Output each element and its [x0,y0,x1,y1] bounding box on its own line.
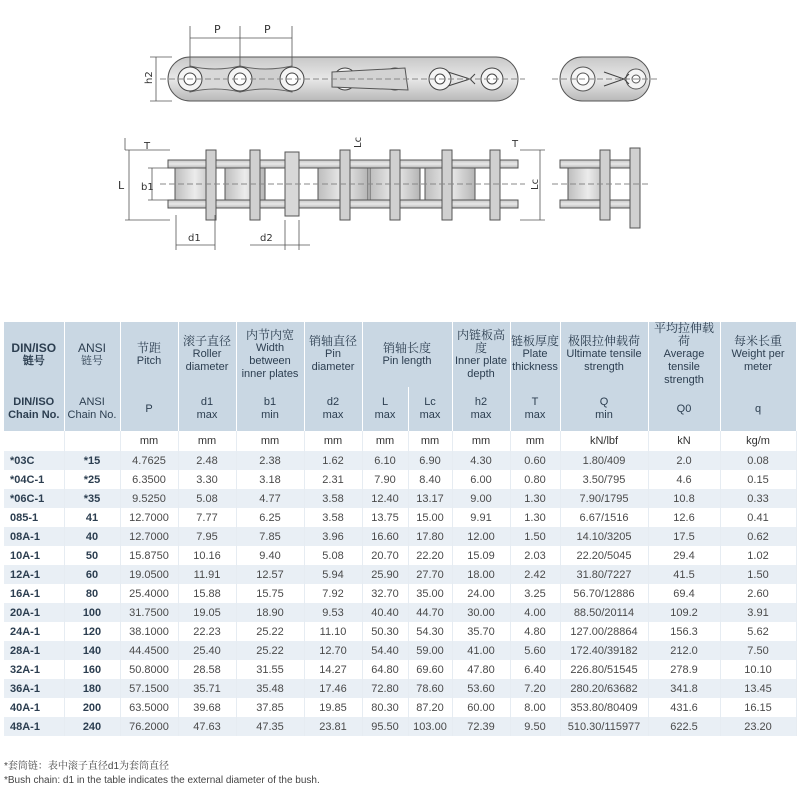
cell-pin-length-lc: 35.00 [408,584,452,603]
cell-average-tensile: 4.6 [648,470,720,489]
table-row [4,584,796,603]
cell-din-chain-no: 28A-1 [4,641,64,660]
pitch-label: P [264,23,271,36]
cell-din-chain-no: *06C-1 [4,489,64,508]
cell-pin-diameter: 3.58 [304,508,362,527]
cell-ultimate-tensile: 56.70/12886 [560,584,648,603]
cell-pitch: 76.2000 [120,717,178,736]
table-row [4,660,796,679]
cell-ansi-chain-no: 200 [64,698,120,717]
unit-cell: mm [510,431,560,451]
cell-inner-width: 35.48 [236,679,304,698]
lc-label: Lc [530,178,541,190]
table-row [4,489,796,508]
cell-din-chain-no: *04C-1 [4,470,64,489]
cell-ansi-chain-no: 41 [64,508,120,527]
cell-ultimate-tensile: 127.00/28864 [560,622,648,641]
unit-cell: kN [648,431,720,451]
cell-ultimate-tensile: 14.10/3205 [560,527,648,546]
cell-weight-per-meter: 16.15 [720,698,796,717]
chain-top-view [160,57,525,101]
cell-pitch: 50.8000 [120,660,178,679]
symbol-q-weight: q [720,387,796,431]
cell-inner-width: 4.77 [236,489,304,508]
cell-roller-diameter: 2.48 [178,451,236,470]
cell-weight-per-meter: 7.50 [720,641,796,660]
cell-pitch: 31.7500 [120,603,178,622]
cell-plate-thickness: 2.03 [510,546,560,565]
cell-plate-thickness: 1.30 [510,508,560,527]
cell-average-tensile: 41.5 [648,565,720,584]
t-label: T [512,139,519,150]
lc-label: Lc [353,136,364,148]
cell-inner-plate-depth: 60.00 [452,698,510,717]
unit-cell: mm [362,431,408,451]
col-ansi-header: ANSI 链号 [64,322,120,387]
cell-ultimate-tensile: 510.30/115977 [560,717,648,736]
cell-ansi-chain-no: *35 [64,489,120,508]
unit-cell: mm [236,431,304,451]
table-row [4,698,796,717]
cell-inner-plate-depth: 24.00 [452,584,510,603]
cell-pitch: 6.3500 [120,470,178,489]
cell-inner-plate-depth: 41.00 [452,641,510,660]
cell-ansi-chain-no: 40 [64,527,120,546]
cell-inner-width: 6.25 [236,508,304,527]
cell-weight-per-meter: 2.60 [720,584,796,603]
cell-inner-width: 47.35 [236,717,304,736]
cell-roller-diameter: 15.88 [178,584,236,603]
col-din-chain-no: DIN/ISO Chain No. [4,387,64,431]
cell-roller-diameter: 35.71 [178,679,236,698]
table-row [4,565,796,584]
cell-plate-thickness: 8.00 [510,698,560,717]
chain-side-view [160,150,525,220]
cell-average-tensile: 17.5 [648,527,720,546]
cell-ultimate-tensile: 3.50/795 [560,470,648,489]
cell-weight-per-meter: 3.91 [720,603,796,622]
cell-ansi-chain-no: 80 [64,584,120,603]
cell-ansi-chain-no: 100 [64,603,120,622]
cell-pin-length-l: 12.40 [362,489,408,508]
table-row [4,451,796,470]
col-inner-width-header: 内节内宽 Width between inner plates [236,322,304,387]
cell-pitch: 38.1000 [120,622,178,641]
symbol-q0: Q0 [648,387,720,431]
cell-inner-width: 2.38 [236,451,304,470]
cell-weight-per-meter: 0.41 [720,508,796,527]
col-pin-diameter-header: 销轴直径 Pin diameter [304,322,362,387]
col-pitch-header: 节距 Pitch [120,322,178,387]
cell-pin-diameter: 17.46 [304,679,362,698]
cell-average-tensile: 10.8 [648,489,720,508]
cell-pin-length-l: 32.70 [362,584,408,603]
cell-pin-length-l: 64.80 [362,660,408,679]
cell-ansi-chain-no: *15 [64,451,120,470]
footnote-en-text: d1 in the table indicates the external diameter of the bush. [60,775,320,786]
cell-din-chain-no: *03C [4,451,64,470]
col-inner-plate-depth-header: 内链板高度 Inner plate depth [452,322,510,387]
cell-average-tensile: 109.2 [648,603,720,622]
cell-inner-width: 18.90 [236,603,304,622]
cell-din-chain-no: 20A-1 [4,603,64,622]
t-label: T [144,141,151,152]
cell-ultimate-tensile: 88.50/20114 [560,603,648,622]
cell-inner-plate-depth: 35.70 [452,622,510,641]
cell-roller-diameter: 7.95 [178,527,236,546]
cell-pin-length-lc: 87.20 [408,698,452,717]
cell-pin-diameter: 3.58 [304,489,362,508]
symbol-lc: Lc max [408,387,452,431]
cell-plate-thickness: 0.80 [510,470,560,489]
cell-ansi-chain-no: 50 [64,546,120,565]
cell-pin-length-lc: 69.60 [408,660,452,679]
cell-pin-length-l: 13.75 [362,508,408,527]
cell-ansi-chain-no: 180 [64,679,120,698]
cell-pin-length-l: 95.50 [362,717,408,736]
col-weight-header: 每米长重 Weight per meter [720,322,796,387]
cell-pin-length-lc: 27.70 [408,565,452,584]
cell-pin-length-lc: 8.40 [408,470,452,489]
cell-din-chain-no: 36A-1 [4,679,64,698]
cell-pin-length-l: 16.60 [362,527,408,546]
cell-pin-length-lc: 54.30 [408,622,452,641]
unit-cell: kN/lbf [560,431,648,451]
cell-pin-length-l: 7.90 [362,470,408,489]
cell-inner-plate-depth: 9.00 [452,489,510,508]
cell-din-chain-no: 48A-1 [4,717,64,736]
cell-pin-length-lc: 78.60 [408,679,452,698]
cell-pin-length-l: 6.10 [362,451,408,470]
cell-din-chain-no: 12A-1 [4,565,64,584]
symbol-p: P [120,387,178,431]
cell-ultimate-tensile: 7.90/1795 [560,489,648,508]
cell-roller-diameter: 19.05 [178,603,236,622]
cell-pitch: 19.0500 [120,565,178,584]
cell-ultimate-tensile: 280.20/63682 [560,679,648,698]
symbol-t: T max [510,387,560,431]
cell-weight-per-meter: 0.08 [720,451,796,470]
symbol-h2: h2 max [452,387,510,431]
unit-cell: mm [120,431,178,451]
cell-plate-thickness: 1.30 [510,489,560,508]
cell-pin-length-l: 25.90 [362,565,408,584]
table-row [4,622,796,641]
cell-pin-length-l: 80.30 [362,698,408,717]
col-pin-length-header: 销轴长度 Pin length [362,322,452,387]
cell-pin-diameter: 5.94 [304,565,362,584]
cell-din-chain-no: 085-1 [4,508,64,527]
cell-pin-diameter: 19.85 [304,698,362,717]
cell-average-tensile: 29.4 [648,546,720,565]
cell-pin-diameter: 11.10 [304,622,362,641]
cell-inner-plate-depth: 30.00 [452,603,510,622]
footnote-cn: *套筒链：表中滚子直径d1为套筒直径 [4,761,170,772]
unit-cell: kg/m [720,431,796,451]
col-plate-thickness-header: 链板厚度 Plate thickness [510,322,560,387]
table-row [4,527,796,546]
cell-pin-diameter: 7.92 [304,584,362,603]
cell-average-tensile: 2.0 [648,451,720,470]
cell-roller-diameter: 11.91 [178,565,236,584]
cell-roller-diameter: 10.16 [178,546,236,565]
cell-ultimate-tensile: 226.80/51545 [560,660,648,679]
cell-plate-thickness: 7.20 [510,679,560,698]
cell-ansi-chain-no: 120 [64,622,120,641]
cell-roller-diameter: 39.68 [178,698,236,717]
cell-inner-plate-depth: 47.80 [452,660,510,679]
footnote-en-label: *Bush chain: [4,775,61,786]
cell-average-tensile: 212.0 [648,641,720,660]
chain-technical-drawing [0,0,800,320]
col-roller-diameter-header: 滚子直径 Roller diameter [178,322,236,387]
cell-weight-per-meter: 23.20 [720,717,796,736]
cell-din-chain-no: 24A-1 [4,622,64,641]
cell-plate-thickness: 4.00 [510,603,560,622]
cell-plate-thickness: 5.60 [510,641,560,660]
table-row [4,508,796,527]
cell-pin-length-l: 40.40 [362,603,408,622]
cell-din-chain-no: 40A-1 [4,698,64,717]
cell-average-tensile: 69.4 [648,584,720,603]
cell-inner-width: 9.40 [236,546,304,565]
cell-pin-length-lc: 22.20 [408,546,452,565]
cell-pin-diameter: 9.53 [304,603,362,622]
cell-pitch: 44.4500 [120,641,178,660]
cell-roller-diameter: 47.63 [178,717,236,736]
cell-weight-per-meter: 13.45 [720,679,796,698]
cell-inner-width: 12.57 [236,565,304,584]
table-row [4,679,796,698]
cell-pin-length-lc: 6.90 [408,451,452,470]
cell-average-tensile: 12.6 [648,508,720,527]
unit-cell [64,431,120,451]
cell-inner-width: 37.85 [236,698,304,717]
symbol-q: Q min [560,387,648,431]
col-average-tensile-header: 平均拉伸载荷 Average tensile strength [648,322,720,387]
unit-cell: mm [452,431,510,451]
header-row-names [4,322,796,387]
cell-average-tensile: 278.9 [648,660,720,679]
cell-inner-width: 15.75 [236,584,304,603]
cell-ansi-chain-no: 240 [64,717,120,736]
table-row [4,603,796,622]
cell-pin-length-lc: 59.00 [408,641,452,660]
units-row [4,431,796,451]
cell-roller-diameter: 25.40 [178,641,236,660]
cell-plate-thickness: 6.40 [510,660,560,679]
cell-pin-length-lc: 103.00 [408,717,452,736]
cell-din-chain-no: 08A-1 [4,527,64,546]
symbol-d1: d1 max [178,387,236,431]
cell-pin-length-lc: 15.00 [408,508,452,527]
cell-pin-length-l: 50.30 [362,622,408,641]
cell-pin-diameter: 23.81 [304,717,362,736]
unit-cell [4,431,64,451]
cell-inner-width: 25.22 [236,622,304,641]
footnote-en [4,774,794,788]
symbol-b1: b1 min [236,387,304,431]
cell-pin-diameter: 3.96 [304,527,362,546]
cell-inner-width: 7.85 [236,527,304,546]
cell-inner-plate-depth: 6.00 [452,470,510,489]
cell-ansi-chain-no: 160 [64,660,120,679]
cell-pitch: 9.5250 [120,489,178,508]
cell-weight-per-meter: 0.33 [720,489,796,508]
l-label: L [118,179,125,192]
cell-inner-width: 25.22 [236,641,304,660]
cell-ansi-chain-no: 140 [64,641,120,660]
cell-plate-thickness: 4.80 [510,622,560,641]
table-row [4,717,796,736]
end-link-side-view [552,148,650,228]
cell-inner-plate-depth: 9.91 [452,508,510,527]
cell-roller-diameter: 28.58 [178,660,236,679]
cell-weight-per-meter: 10.10 [720,660,796,679]
table-row [4,546,796,565]
cell-pin-diameter: 12.70 [304,641,362,660]
header-row-symbols [4,387,796,431]
cell-inner-width: 31.55 [236,660,304,679]
d2-label: d2 [260,233,273,244]
cell-roller-diameter: 22.23 [178,622,236,641]
cell-din-chain-no: 32A-1 [4,660,64,679]
chain-spec-table [4,322,797,736]
cell-inner-plate-depth: 15.09 [452,546,510,565]
cell-pitch: 12.7000 [120,508,178,527]
cell-pin-diameter: 5.08 [304,546,362,565]
footnotes [4,760,794,788]
col-din-header: DIN/ISO 链号 [4,322,64,387]
cell-pin-length-l: 20.70 [362,546,408,565]
cell-plate-thickness: 0.60 [510,451,560,470]
end-link-top-view [552,57,660,101]
cell-ultimate-tensile: 172.40/39182 [560,641,648,660]
cell-weight-per-meter: 0.15 [720,470,796,489]
unit-cell: mm [304,431,362,451]
cell-pin-length-lc: 13.17 [408,489,452,508]
cell-pitch: 12.7000 [120,527,178,546]
cell-weight-per-meter: 1.02 [720,546,796,565]
cell-din-chain-no: 10A-1 [4,546,64,565]
cell-plate-thickness: 1.50 [510,527,560,546]
cell-roller-diameter: 3.30 [178,470,236,489]
cell-inner-plate-depth: 18.00 [452,565,510,584]
cell-ansi-chain-no: 60 [64,565,120,584]
cell-average-tensile: 341.8 [648,679,720,698]
cell-weight-per-meter: 0.62 [720,527,796,546]
cell-inner-width: 3.18 [236,470,304,489]
cell-din-chain-no: 16A-1 [4,584,64,603]
cell-pitch: 4.7625 [120,451,178,470]
cell-pin-length-lc: 44.70 [408,603,452,622]
cell-pitch: 63.5000 [120,698,178,717]
b1-label: b1 [141,182,154,193]
col-ultimate-tensile-header: 极限拉伸载荷 Ultimate tensile strength [560,322,648,387]
d1-label: d1 [188,233,201,244]
cell-pin-length-lc: 17.80 [408,527,452,546]
cell-inner-plate-depth: 12.00 [452,527,510,546]
cell-average-tensile: 156.3 [648,622,720,641]
col-ansi-chain-no: ANSI Chain No. [64,387,120,431]
cell-inner-plate-depth: 53.60 [452,679,510,698]
cell-pitch: 25.4000 [120,584,178,603]
cell-ultimate-tensile: 6.67/1516 [560,508,648,527]
cell-pin-diameter: 1.62 [304,451,362,470]
cell-ultimate-tensile: 31.80/7227 [560,565,648,584]
table-row [4,641,796,660]
symbol-l: L max [362,387,408,431]
cell-ultimate-tensile: 22.20/5045 [560,546,648,565]
cell-plate-thickness: 9.50 [510,717,560,736]
cell-weight-per-meter: 5.62 [720,622,796,641]
cell-average-tensile: 622.5 [648,717,720,736]
cell-ansi-chain-no: *25 [64,470,120,489]
cell-pin-length-l: 72.80 [362,679,408,698]
cell-ultimate-tensile: 353.80/80409 [560,698,648,717]
cell-average-tensile: 431.6 [648,698,720,717]
cell-inner-plate-depth: 72.39 [452,717,510,736]
cell-weight-per-meter: 1.50 [720,565,796,584]
pitch-label: P [214,23,221,36]
cell-pin-diameter: 2.31 [304,470,362,489]
cell-plate-thickness: 3.25 [510,584,560,603]
cell-inner-plate-depth: 4.30 [452,451,510,470]
cell-plate-thickness: 2.42 [510,565,560,584]
cell-ultimate-tensile: 1.80/409 [560,451,648,470]
cell-roller-diameter: 7.77 [178,508,236,527]
cell-pitch: 57.1500 [120,679,178,698]
table-row [4,470,796,489]
cell-pin-length-l: 54.40 [362,641,408,660]
cell-roller-diameter: 5.08 [178,489,236,508]
unit-cell: mm [408,431,452,451]
cell-pin-diameter: 14.27 [304,660,362,679]
symbol-d2: d2 max [304,387,362,431]
cell-pitch: 15.8750 [120,546,178,565]
h2-label: h2 [144,71,155,84]
unit-cell: mm [178,431,236,451]
